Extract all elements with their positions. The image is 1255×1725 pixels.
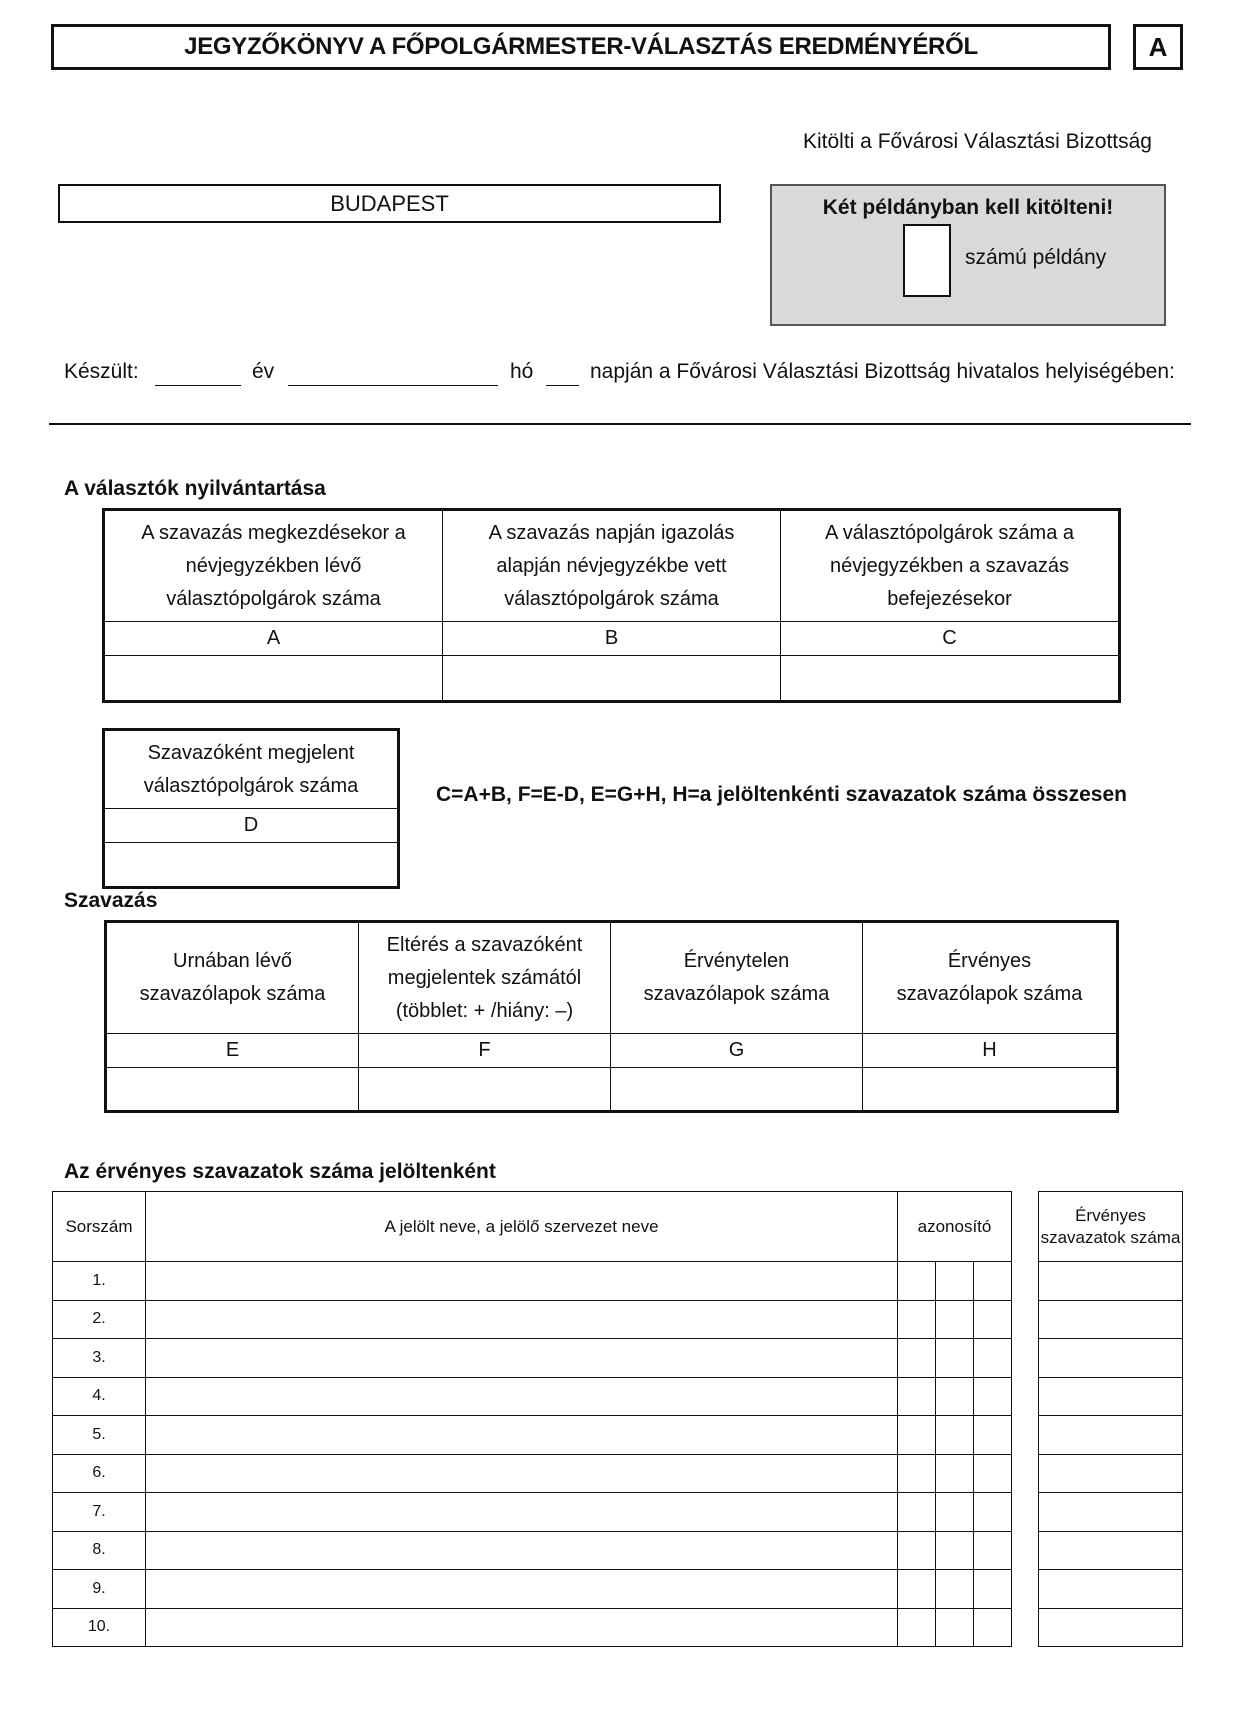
voting-section-title: Szavazás [64, 889, 158, 912]
voting-col-h-label: Érvényes szavazólapok száma [863, 923, 1117, 1034]
copies-panel [770, 184, 1166, 326]
candidate-votes-field[interactable] [1039, 1416, 1183, 1455]
candidate-name-field[interactable] [146, 1300, 898, 1339]
month-field[interactable] [288, 385, 498, 386]
candidate-name-field[interactable] [146, 1570, 898, 1609]
candidate-row [53, 1377, 1012, 1416]
candidate-id-digit[interactable] [936, 1300, 974, 1339]
voters-col-a-label: A szavazás megkezdésekor a névjegyzékben lévő választópolgárok száma [105, 511, 443, 622]
candidate-number: 9. [53, 1570, 146, 1609]
candidate-votes-field[interactable] [1039, 1377, 1183, 1416]
formula-text: C=A+B, F=E-D, E=G+H, H=a jelöltenkénti szavazatok száma összesen [436, 783, 1127, 806]
col-id-header: azonosító [898, 1192, 1012, 1262]
city-field: BUDAPEST [58, 184, 721, 223]
votes-row [1039, 1454, 1183, 1493]
col-votes-header: Érvényes szavazatok száma [1039, 1192, 1183, 1262]
copies-heading: Két példányban kell kitölteni! [822, 196, 1114, 219]
candidate-name-field[interactable] [146, 1493, 898, 1532]
votes-row [1039, 1608, 1183, 1647]
candidates-section-title: Az érvényes szavazatok száma jelöltenként [64, 1160, 496, 1183]
voting-col-h-letter: H [863, 1034, 1117, 1068]
candidate-votes-field[interactable] [1039, 1300, 1183, 1339]
voters-col-c-value[interactable] [781, 656, 1119, 701]
candidate-id-digit[interactable] [974, 1493, 1012, 1532]
candidate-number: 2. [53, 1300, 146, 1339]
candidate-id-digit[interactable] [936, 1262, 974, 1301]
candidate-votes-field[interactable] [1039, 1493, 1183, 1532]
votes-row [1039, 1416, 1183, 1455]
copies-label: számú példány [965, 246, 1107, 269]
candidate-id-digit[interactable] [936, 1377, 974, 1416]
appeared-label: Szavazóként megjelent választópolgárok száma [105, 731, 398, 809]
candidate-row [53, 1493, 1012, 1532]
candidate-id-digit[interactable] [974, 1300, 1012, 1339]
candidate-id-digit[interactable] [974, 1454, 1012, 1493]
candidate-number: 3. [53, 1339, 146, 1378]
appeared-letter: D [105, 809, 398, 843]
candidate-id-digit[interactable] [898, 1300, 936, 1339]
candidate-row [53, 1262, 1012, 1301]
candidate-id-digit[interactable] [936, 1608, 974, 1647]
candidate-votes-field[interactable] [1039, 1454, 1183, 1493]
voters-col-b-value[interactable] [443, 656, 781, 701]
voting-table [106, 922, 1117, 1111]
candidate-id-digit[interactable] [974, 1416, 1012, 1455]
voting-col-g-letter: G [611, 1034, 863, 1068]
candidate-id-digit[interactable] [898, 1416, 936, 1455]
voters-col-c-letter: C [781, 622, 1119, 656]
candidate-id-digit[interactable] [974, 1339, 1012, 1378]
candidate-number: 8. [53, 1531, 146, 1570]
voting-col-e-value[interactable] [107, 1068, 359, 1111]
voting-col-f-label: Eltérés a szavazóként megjelentek számától (többlet: + /hiány: –) [359, 923, 611, 1034]
candidate-number: 1. [53, 1262, 146, 1301]
candidate-id-digit[interactable] [974, 1377, 1012, 1416]
candidate-number: 7. [53, 1493, 146, 1532]
candidate-id-digit[interactable] [974, 1262, 1012, 1301]
copy-number-field[interactable] [903, 224, 951, 297]
votes-row [1039, 1377, 1183, 1416]
candidate-row [53, 1339, 1012, 1378]
col-number-header: Sorszám [53, 1192, 146, 1262]
votes-row [1039, 1493, 1183, 1532]
candidate-id-digit[interactable] [974, 1531, 1012, 1570]
made-label: Készült: [64, 360, 139, 383]
appeared-value[interactable] [105, 843, 398, 887]
candidate-id-digit[interactable] [936, 1531, 974, 1570]
votes-table [1038, 1191, 1183, 1647]
candidate-id-digit[interactable] [936, 1416, 974, 1455]
year-label: év [252, 360, 275, 383]
voting-col-g-label: Érvénytelen szavazólapok száma [611, 923, 863, 1034]
voters-section-title: A választók nyilvántartása [64, 477, 326, 500]
candidate-votes-field[interactable] [1039, 1608, 1183, 1647]
candidate-id-digit[interactable] [898, 1608, 936, 1647]
candidate-id-digit[interactable] [898, 1377, 936, 1416]
candidate-id-digit[interactable] [898, 1262, 936, 1301]
candidate-id-digit[interactable] [898, 1339, 936, 1378]
candidate-votes-field[interactable] [1039, 1531, 1183, 1570]
candidate-name-field[interactable] [146, 1262, 898, 1301]
candidate-number: 6. [53, 1454, 146, 1493]
divider [49, 423, 1191, 425]
candidate-id-digit[interactable] [898, 1570, 936, 1609]
candidates-table [52, 1191, 1012, 1647]
voters-col-a-letter: A [105, 622, 443, 656]
candidate-name-field[interactable] [146, 1377, 898, 1416]
col-name-header: A jelölt neve, a jelölő szervezet neve [146, 1192, 898, 1262]
candidate-id-digit[interactable] [936, 1570, 974, 1609]
place-text: napján a Fővárosi Választási Bizottság hivatalos helyiségében: [590, 360, 1175, 383]
candidate-id-digit[interactable] [898, 1454, 936, 1493]
candidate-name-field[interactable] [146, 1454, 898, 1493]
appeared-table [104, 730, 398, 887]
candidate-row [53, 1531, 1012, 1570]
candidate-name-field[interactable] [146, 1531, 898, 1570]
candidate-id-digit[interactable] [936, 1493, 974, 1532]
voting-col-f-letter: F [359, 1034, 611, 1068]
voters-table [104, 510, 1119, 701]
candidate-id-digit[interactable] [974, 1608, 1012, 1647]
form-letter: A [1133, 24, 1183, 70]
candidate-row [53, 1608, 1012, 1647]
candidate-id-digit[interactable] [936, 1454, 974, 1493]
candidate-number: 4. [53, 1377, 146, 1416]
candidate-name-field[interactable] [146, 1416, 898, 1455]
voters-col-b-letter: B [443, 622, 781, 656]
candidate-id-digit[interactable] [936, 1339, 974, 1378]
candidate-row [53, 1300, 1012, 1339]
year-field[interactable] [155, 385, 241, 386]
candidate-id-digit[interactable] [898, 1531, 936, 1570]
candidate-id-digit[interactable] [974, 1570, 1012, 1609]
candidate-votes-field[interactable] [1039, 1262, 1183, 1301]
candidate-number: 5. [53, 1416, 146, 1455]
filler-note: Kitölti a Fővárosi Választási Bizottság [803, 130, 1152, 153]
day-field[interactable] [546, 385, 579, 386]
candidate-name-field[interactable] [146, 1339, 898, 1378]
votes-row [1039, 1339, 1183, 1378]
votes-row [1039, 1570, 1183, 1609]
voters-col-b-label: A szavazás napján igazolás alapján névjegyzékbe vett választópolgárok száma [443, 511, 781, 622]
form-title: JEGYZŐKÖNYV A FŐPOLGÁRMESTER-VÁLASZTÁS EREDMÉNYÉRŐL [51, 24, 1111, 70]
voters-col-c-label: A választópolgárok száma a névjegyzékben a szavazás befejezésekor [781, 511, 1119, 622]
votes-row [1039, 1300, 1183, 1339]
candidate-votes-field[interactable] [1039, 1339, 1183, 1378]
candidate-row [53, 1570, 1012, 1609]
candidate-row [53, 1454, 1012, 1493]
candidate-name-field[interactable] [146, 1608, 898, 1647]
votes-row [1039, 1531, 1183, 1570]
votes-row [1039, 1262, 1183, 1301]
candidate-votes-field[interactable] [1039, 1570, 1183, 1609]
voting-col-e-letter: E [107, 1034, 359, 1068]
candidate-id-digit[interactable] [898, 1493, 936, 1532]
month-label: hó [510, 360, 534, 383]
candidate-number: 10. [53, 1608, 146, 1647]
candidate-row [53, 1416, 1012, 1455]
voters-col-a-value[interactable] [105, 656, 443, 701]
voting-col-g-value[interactable] [611, 1068, 863, 1111]
voting-col-f-value[interactable] [359, 1068, 611, 1111]
voting-col-e-label: Urnában lévő szavazólapok száma [107, 923, 359, 1034]
voting-col-h-value[interactable] [863, 1068, 1117, 1111]
